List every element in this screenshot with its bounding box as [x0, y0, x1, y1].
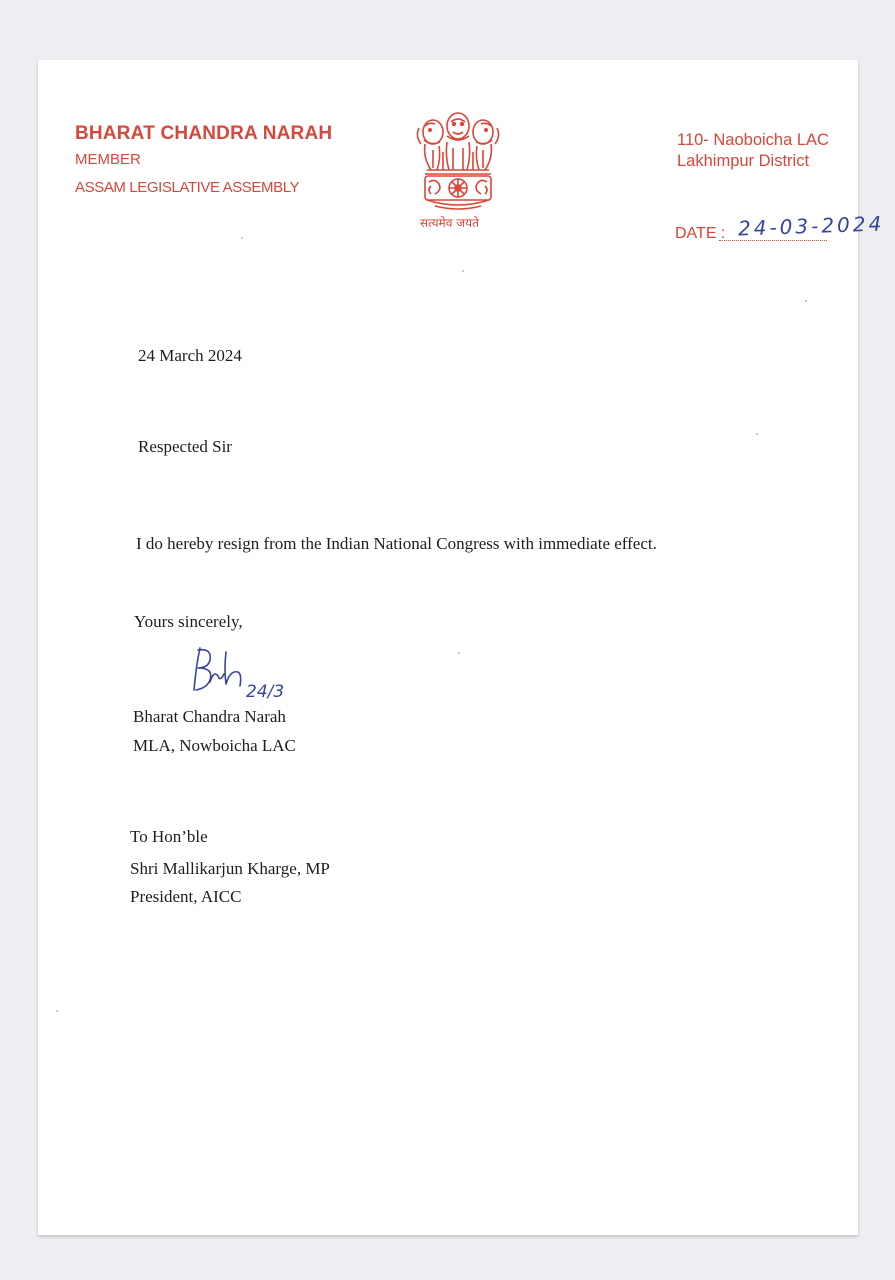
emblem-motto: सत्यमेव जयते — [420, 216, 479, 230]
date-dotted-line — [719, 240, 827, 241]
letterhead-assembly: ASSAM LEGISLATIVE ASSEMBLY — [75, 179, 300, 196]
letterhead-district: Lakhimpur District — [677, 152, 810, 170]
letterhead-date-label: DATE : — [675, 225, 726, 242]
letter-body: I do hereby resign from the Indian National Congress with immediate effect. — [136, 534, 657, 553]
recipient-line-2: Shri Mallikarjun Kharge, MP — [130, 859, 330, 878]
signature-icon — [188, 642, 298, 712]
scan-speck — [756, 433, 758, 435]
scan-speck — [56, 1010, 58, 1012]
letter-page — [38, 60, 885, 1235]
scan-speck — [805, 300, 807, 302]
recipient-line-1: To Hon’ble — [130, 827, 208, 846]
letter-closing: Yours sincerely, — [134, 612, 243, 631]
letter-salutation: Respected Sir — [138, 437, 232, 456]
signature-annotation: 24/3 — [246, 682, 285, 702]
scan-speck — [462, 270, 464, 272]
recipient-line-3: President, AICC — [130, 887, 242, 906]
scan-speck — [458, 652, 460, 654]
signatory-name: Bharat Chandra Narah — [133, 707, 286, 726]
letterhead-constituency: 110- Naoboicha LAC — [677, 131, 829, 149]
letterhead-role: MEMBER — [75, 151, 141, 168]
letterhead-name: BHARAT CHANDRA NARAH — [75, 123, 333, 144]
scan-speck — [241, 237, 243, 239]
handwritten-date: 24-03-2024 — [737, 211, 885, 241]
signatory-title: MLA, Nowboicha LAC — [133, 736, 296, 755]
letter-date: 24 March 2024 — [138, 346, 242, 365]
